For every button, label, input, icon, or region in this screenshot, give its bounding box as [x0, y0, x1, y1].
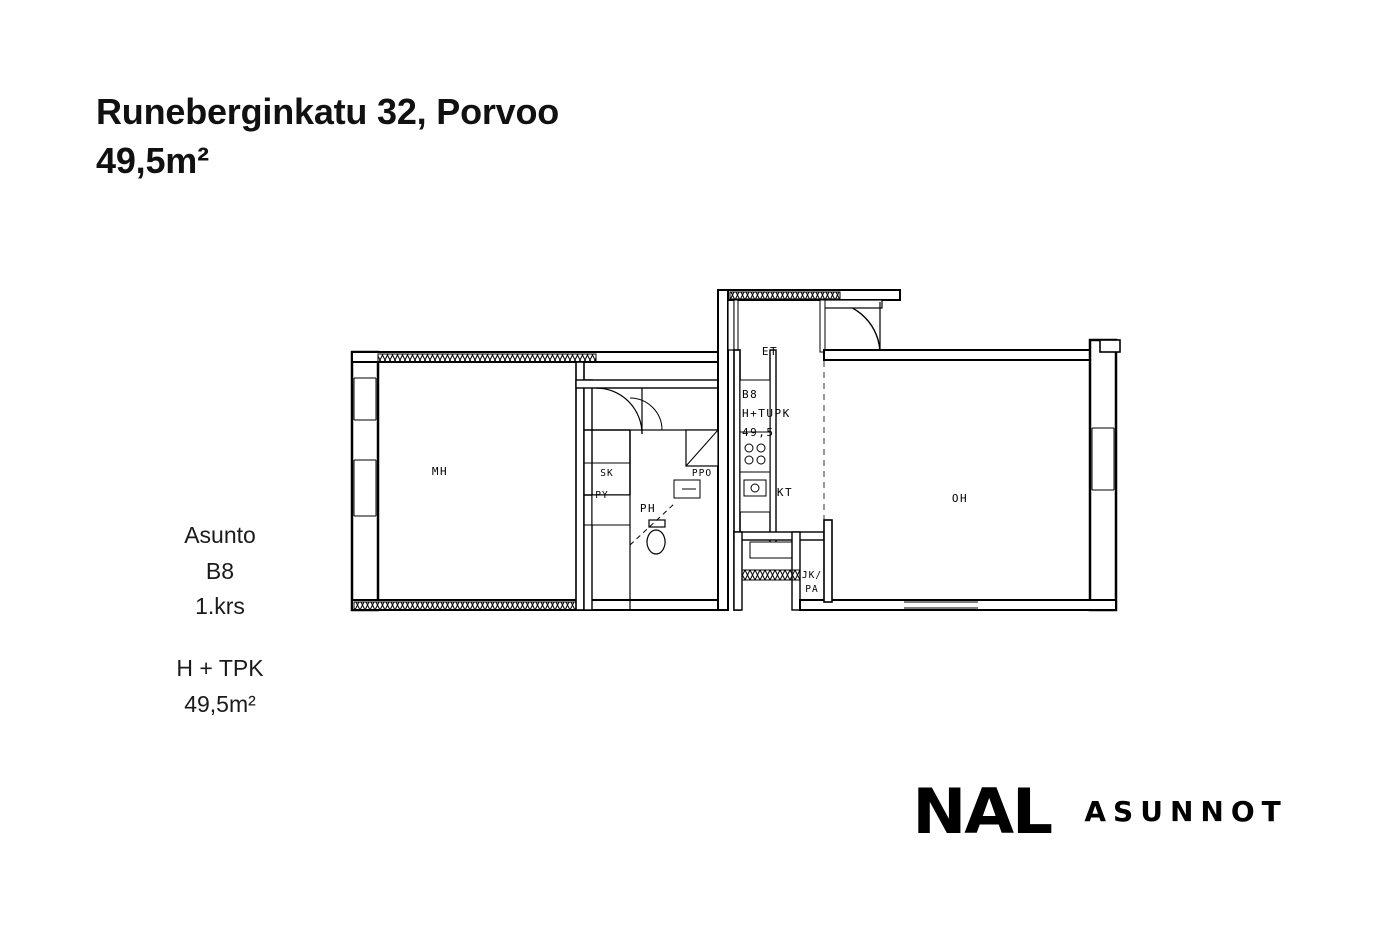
- room-label-oh: OH: [951, 492, 969, 505]
- info-unit-id: B8: [205, 557, 235, 584]
- room-label-et: ET: [761, 345, 779, 358]
- info-type: H + TPK: [176, 654, 264, 681]
- room-label-sk: SK: [600, 468, 614, 479]
- room-label-ph: PH: [639, 502, 657, 515]
- room-label-pa: PA: [805, 584, 819, 595]
- info-area: 49,5m²: [184, 690, 256, 717]
- plan-geometry: [352, 290, 1120, 610]
- apartment-info: [130, 518, 310, 722]
- info-floor: 1.krs: [195, 593, 245, 620]
- brand-logo: [912, 775, 1288, 848]
- logo-word-text: ASUNNOT: [1084, 795, 1288, 828]
- floorplan-drawing: [330, 280, 1150, 630]
- room-label-kt: KT: [776, 486, 794, 499]
- page-title: [96, 88, 856, 185]
- room-label-mh: MH: [431, 465, 449, 478]
- stamp-unit: B8: [742, 388, 759, 401]
- info-spacer: [130, 625, 310, 651]
- logo-mark-text: NAL: [912, 775, 1052, 848]
- stamp-area: 49,5: [742, 426, 775, 439]
- title-area: 49,5m²: [96, 139, 209, 181]
- title-address: Runeberginkatu 32, Porvoo: [96, 91, 560, 132]
- stamp-type: H+TUPK: [742, 407, 791, 420]
- room-label-py: PY: [595, 490, 609, 501]
- info-unit-label: Asunto: [184, 522, 256, 548]
- room-label-jk: JK/: [801, 570, 823, 581]
- room-label-ppo: PPO: [691, 468, 713, 479]
